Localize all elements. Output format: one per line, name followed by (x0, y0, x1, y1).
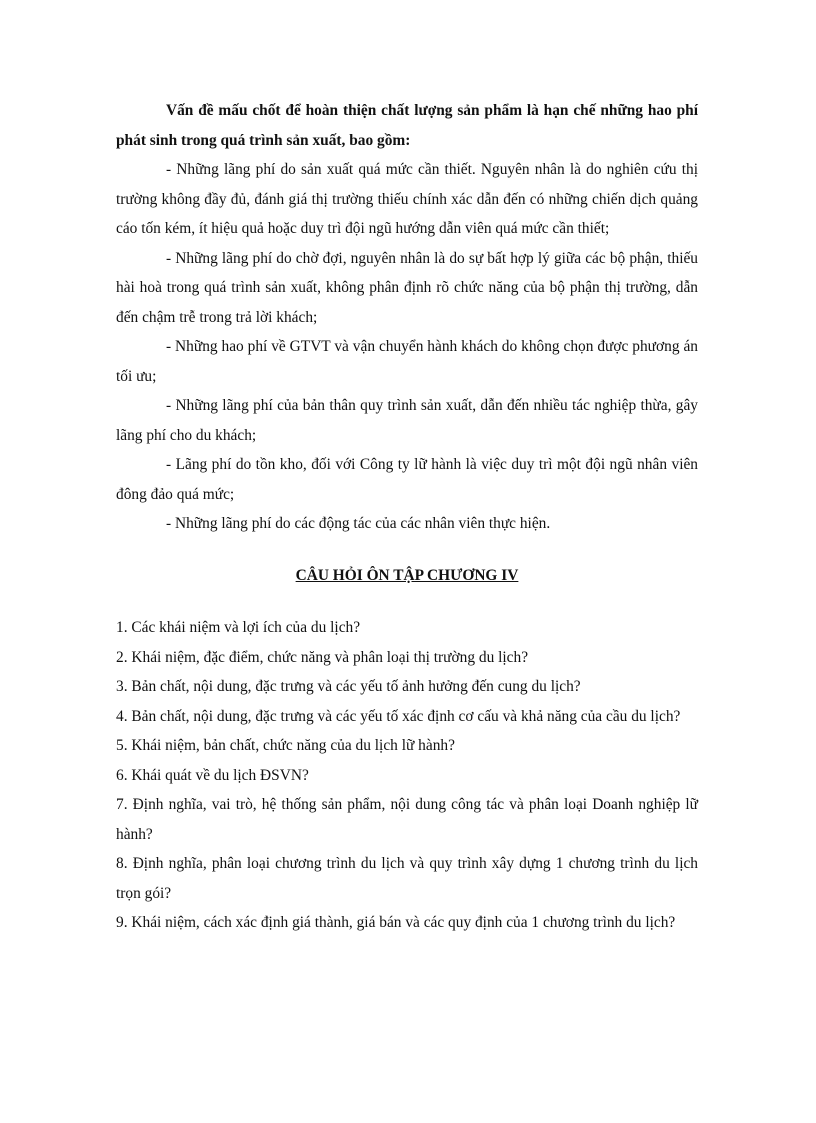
list-item: - Lãng phí do tồn kho, đối với Công ty lữ hành là việc duy trì một đội ngũ nhân viên đông đảo quá mức; (116, 456, 698, 503)
question-item: 2. Khái niệm, đặc điểm, chức năng và phân loại thị trường du lịch? (116, 648, 529, 666)
question-item: 6. Khái quát về du lịch ĐSVN? (116, 766, 309, 784)
question-item: 3. Bản chất, nội dung, đặc trưng và các yếu tố ảnh hưởng đến cung du lịch? (116, 678, 581, 695)
list-item: - Những hao phí về GTVT và vận chuyển hành khách do không chọn được phương án tối ưu; (116, 338, 698, 385)
question-item: 7. Định nghĩa, vai trò, hệ thống sản phẩm, nội dung công tác và phân loại Doanh nghiệp lữ hành? (116, 796, 698, 843)
question-item: 1. Các khái niệm và lợi ích của du lịch? (116, 619, 361, 636)
list-item: - Những lãng phí của bản thân quy trình sản xuất, dẫn đến nhiều tác nghiệp thừa, gây lãng phí cho du khách; (116, 397, 698, 444)
question-item: 8. Định nghĩa, phân loại chương trình du lịch và quy trình xây dựng 1 chương trình du lịch trọn gói? (116, 855, 698, 902)
question-item: 5. Khái niệm, bản chất, chức năng của du lịch lữ hành? (116, 737, 455, 754)
document-page (116, 96, 698, 938)
question-item: 4. Bản chất, nội dung, đặc trưng và các yếu tố xác định cơ cấu và khả năng của cầu du lịch? (116, 707, 681, 725)
section-heading: CÂU HỎI ÔN TẬP CHƯƠNG IV (295, 566, 519, 584)
list-item: - Những lãng phí do các động tác của các nhân viên thực hiện. (166, 515, 551, 532)
list-item: - Những lãng phí do sản xuất quá mức cần thiết. Nguyên nhân là do nghiên cứu thị trường không đầy đủ, đánh giá thị trường thiếu chính xác dẫn đến có những chiến dịch quảng cáo tốn kém, ít hiệu quả hoặc duy trì đội ngũ hướng dẫn viên quá mức cần thiết; (116, 161, 698, 237)
intro-paragraph: Vấn đề mấu chốt để hoàn thiện chất lượng sản phẩm là hạn chế những hao phí phát sinh trong quá trình sản xuất, bao gồm: (116, 102, 698, 149)
question-item: 9. Khái niệm, cách xác định giá thành, giá bán và các quy định của 1 chương trình du lịch? (116, 914, 676, 931)
list-item: - Những lãng phí do chờ đợi, nguyên nhân là do sự bất hợp lý giữa các bộ phận, thiếu hài hoà trong quá trình sản xuất, không phân định rõ chức năng của bộ phận thị trường, dẫn đến chậm trễ trong trả lời khách; (116, 249, 698, 326)
section-heading-wrap (116, 561, 698, 591)
